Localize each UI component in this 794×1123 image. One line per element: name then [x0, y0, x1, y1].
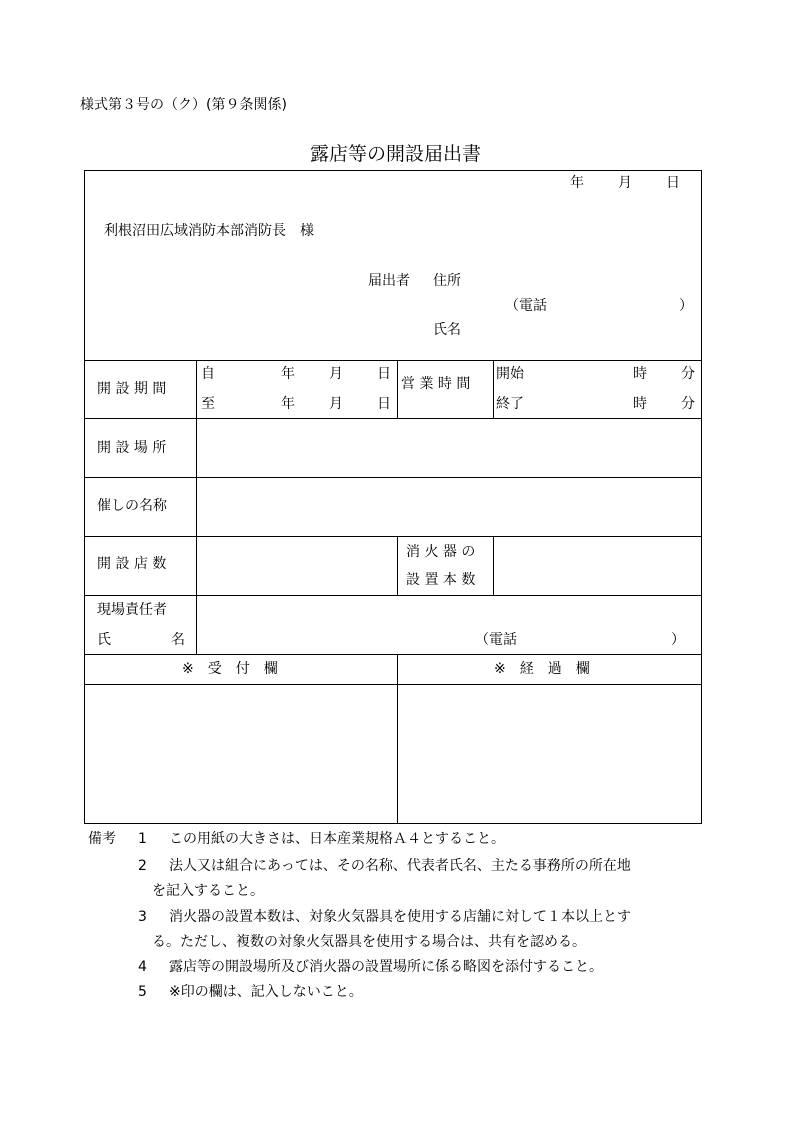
hours-end-minute: 分 [681, 396, 695, 412]
note-3-text: 消火器の設置本数は、対象火気器具を使用する店舗に対して１本以上とす [169, 909, 631, 925]
location-label: 開 設 場 所 [97, 440, 167, 456]
date-month-label: 月 [618, 175, 632, 191]
phone-open: （電話 [505, 298, 547, 314]
table-line [84, 477, 702, 478]
date-year-label: 年 [570, 175, 584, 191]
manager-label-line2-a: 氏 [97, 632, 111, 648]
period-to-day: 日 [377, 396, 391, 412]
period-label: 開 設 期 間 [97, 381, 167, 397]
hours-label: 営 業 時 間 [401, 376, 471, 392]
table-line [84, 684, 702, 685]
stores-field[interactable] [198, 538, 396, 594]
table-line [493, 536, 494, 596]
table-line [84, 360, 702, 361]
extinguisher-field[interactable] [495, 538, 700, 594]
hours-start: 開始 [496, 366, 524, 382]
notes-heading: 備考 [88, 831, 116, 847]
date-day-label: 日 [666, 175, 680, 191]
hours-end: 終了 [496, 396, 524, 412]
table-border-left [84, 170, 85, 824]
table-border-top [84, 170, 702, 171]
table-line [84, 654, 702, 655]
hours-start-hour: 時 [633, 366, 647, 382]
extinguisher-label-line1: 消 火 器 の [406, 544, 476, 560]
applicant-label: 届出者 [368, 273, 410, 289]
hours-end-hour: 時 [633, 396, 647, 412]
name-label: 氏名 [433, 322, 461, 338]
address-label: 住所 [433, 273, 461, 289]
progress-label: ※ 経 過 欄 [494, 661, 590, 677]
table-line [84, 595, 702, 596]
note-3-number: 3 [138, 909, 147, 925]
manager-phone-close: ） [671, 632, 685, 648]
table-line [397, 654, 398, 824]
note-2-text-cont: を記入すること。 [152, 883, 264, 899]
note-2-text: 法人又は組合にあっては、その名称、代表者氏名、主たる事務所の所在地 [169, 858, 631, 874]
reception-label: ※ 受 付 欄 [182, 661, 278, 677]
manager-label-line1: 現場責任者 [97, 602, 167, 618]
note-2-number: 2 [138, 858, 147, 874]
page-title: 露店等の開設届出書 [310, 143, 482, 165]
period-from: 自 [201, 366, 215, 382]
period-to-month: 月 [329, 396, 343, 412]
table-border-bottom [84, 823, 702, 824]
note-5-text: ※印の欄は、記入しないこと。 [169, 984, 363, 1000]
table-line [84, 418, 702, 419]
event-label: 催しの名称 [97, 498, 167, 514]
table-line [397, 360, 398, 419]
note-3-text-cont: る。ただし、複数の対象火気器具を使用する場合は、共有を認める。 [152, 934, 586, 950]
period-from-month: 月 [329, 366, 343, 382]
phone-close: ） [679, 298, 693, 314]
location-field[interactable] [198, 420, 700, 476]
manager-label-line2-b: 名 [171, 632, 185, 648]
period-to-year: 年 [281, 396, 295, 412]
period-to: 至 [201, 396, 215, 412]
hours-start-minute: 分 [681, 366, 695, 382]
period-from-year: 年 [281, 366, 295, 382]
note-1-number: 1 [138, 831, 147, 847]
period-from-day: 日 [377, 366, 391, 382]
note-5-number: 5 [138, 984, 147, 1000]
table-line [397, 536, 398, 596]
manager-phone-open: （電話 [475, 632, 517, 648]
event-field[interactable] [198, 479, 700, 535]
stores-label: 開 設 店 数 [97, 556, 167, 572]
note-1-text: この用紙の大きさは、日本産業規格Ａ４とすること。 [169, 831, 505, 847]
addressee: 利根沼田広域消防本部消防長 様 [104, 223, 314, 239]
note-4-text: 露店等の開設場所及び消火器の設置場所に係る略図を添付すること。 [169, 959, 603, 975]
extinguisher-label-line2: 設 置 本 数 [406, 572, 476, 588]
table-line [196, 360, 197, 655]
note-4-number: 4 [138, 959, 147, 975]
table-line [84, 536, 702, 537]
table-line [493, 360, 494, 419]
table-border-right [701, 170, 702, 824]
form-number: 様式第３号の（ク）(第９条関係) [80, 97, 287, 113]
